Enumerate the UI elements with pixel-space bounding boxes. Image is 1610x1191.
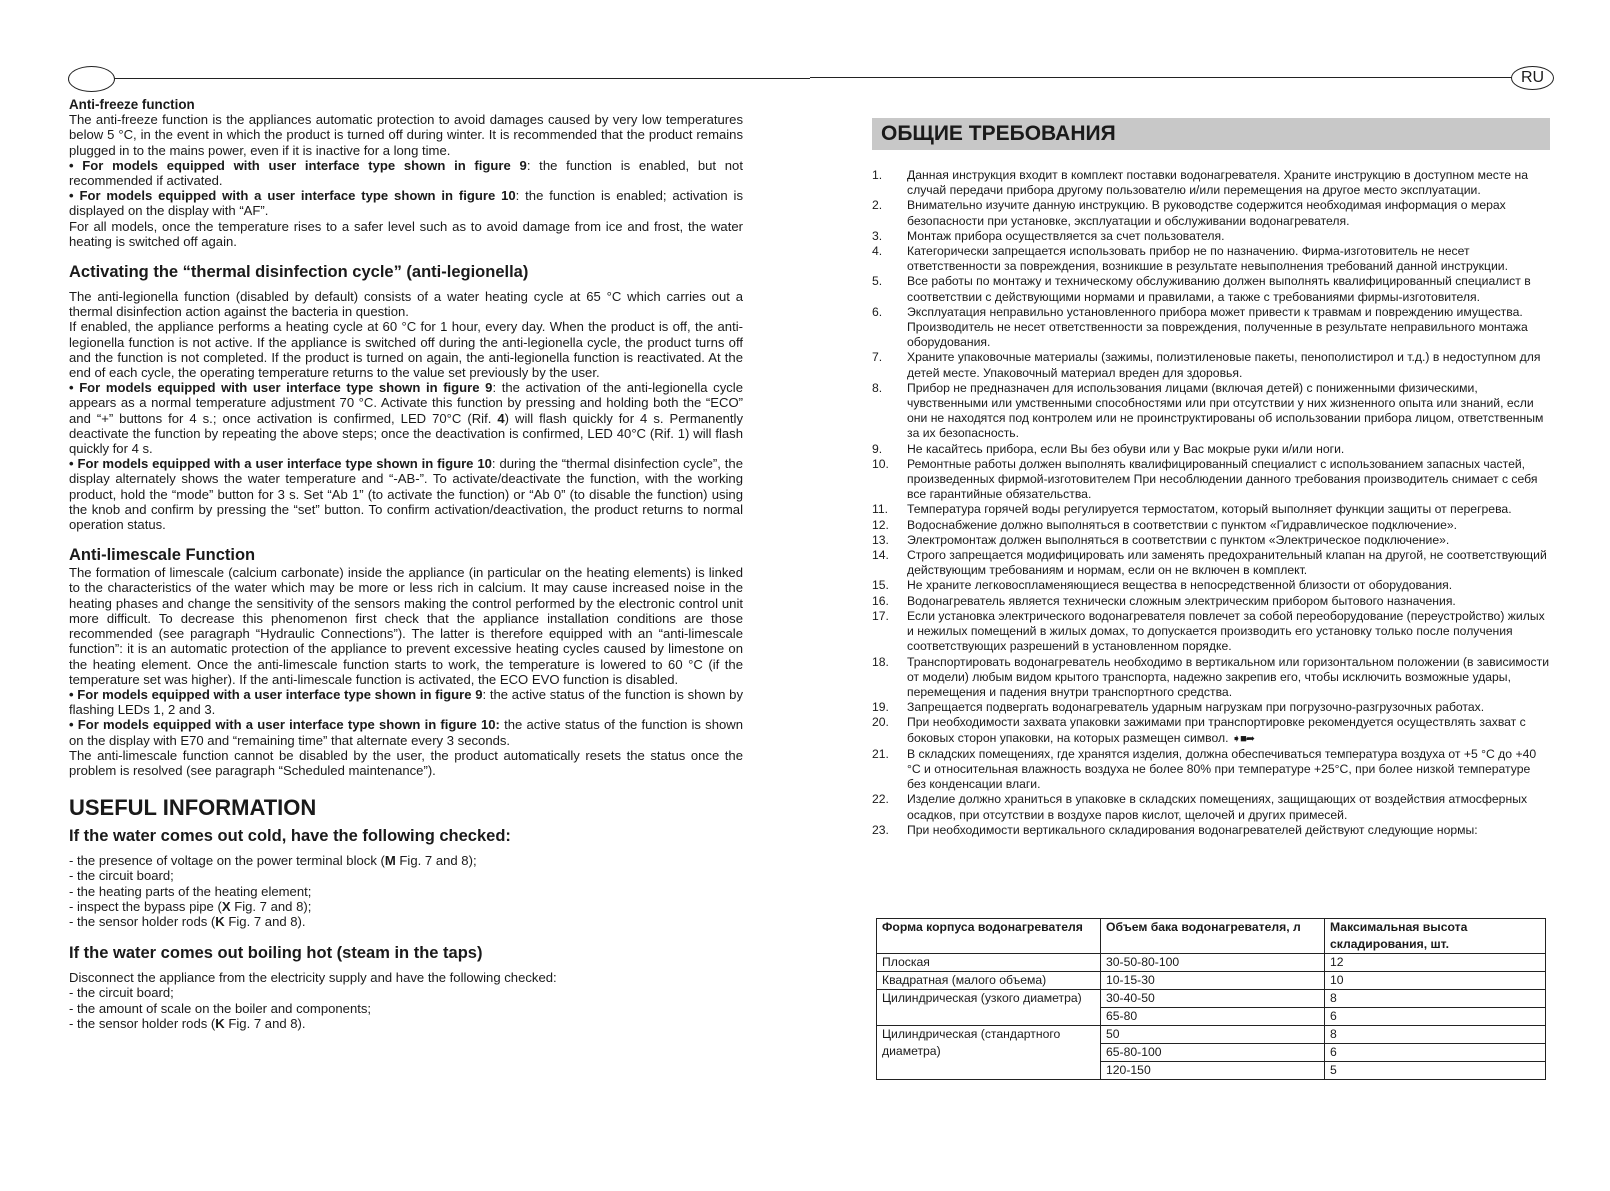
item-number: 13. [872, 532, 889, 547]
item-number: 9. [872, 441, 883, 456]
cell-volume: 65-80-100 [1101, 1044, 1325, 1062]
item-text: Внимательно изучите данную инструкцию. В руководстве содержится необходимая информация о мерах безопасности при установке, эксплуатации и обслуживании водонагревателя. [907, 198, 1506, 228]
item-number: 20. [872, 715, 889, 730]
legionella-paragraph-2: If enabled, the appliance performs a heating cycle at 60 °C for 1 hour, every day. When the product is off, the anti-legionella function is not active. If the appliance is switched off during the anti-legionella cycle, the product turns off and the function is not completed. If the product is turned on again, the anti-legionella function is reactivated. At the end of each cycle, the operating temperature returns to the value set previously by the user. [69, 319, 743, 381]
legionella-bullet-1-text-a: : the activation of the anti-legionella cycle appears as a normal temperature adjustment 70 °C. Activate this function by pressing and holding both the “ECO” and “+” buttons for 4 s.; once activation is confirmed, LED 70°C (Rif. [69, 380, 743, 426]
cell-volume: 65-80 [1101, 1008, 1325, 1026]
item-text: Храните упаковочные материалы (зажимы, полиэтиленовые пакеты, пенополистирол и т.д.) в недоступном для детей месте. Упаковочный материал вреден для здоровья. [907, 350, 1541, 380]
general-requirements-title: ОБЩИЕ ТРЕБОВАНИЯ [881, 122, 1116, 145]
list-item [872, 381, 1550, 442]
list-item [872, 442, 1550, 457]
limescale-bullet-1-lead: • For models equipped with a user interface type shown in figure 9 [69, 686, 483, 702]
limescale-bullet-2 [69, 717, 743, 747]
item-number: 10. [872, 456, 889, 471]
antifreeze-bullet-1-lead: • For models equipped with user interface type shown in figure 9 [69, 157, 527, 173]
list-item [872, 533, 1550, 548]
hot-check-3-a: - the sensor holder rods ( [69, 1015, 216, 1031]
item-number: 22. [872, 792, 889, 807]
legionella-bullet-2-lead: • For models equipped with a user interface type shown in figure 10 [69, 456, 492, 472]
list-item [872, 594, 1550, 609]
item-text: Монтаж прибора осуществляется за счет пользователя. [907, 228, 1225, 243]
list-item [872, 609, 1550, 655]
item-number: 2. [872, 198, 883, 213]
item-text: Изделие должно храниться в упаковке в складских помещениях, защищающих от воздействия атмосферных осадков, при отсутствии в воздухе паров кислот, щелочей и других примесей. [907, 792, 1528, 822]
legionella-bullet-1-lead: • For models equipped with user interface type shown in figure 9 [69, 380, 493, 396]
item-number: 5. [872, 274, 883, 289]
general-requirements-banner [872, 118, 1550, 150]
table-row [877, 990, 1546, 1008]
cold-check-4-c: Fig. 7 and 8); [230, 898, 312, 914]
limescale-title: Anti-limescale Function [69, 546, 256, 565]
list-item [872, 350, 1550, 380]
item-text: Не храните легковоспламеняющиеся вещества в непосредственной близости от оборудования. [907, 578, 1453, 593]
cell-height: 12 [1325, 954, 1546, 972]
header-rule-right [810, 77, 1513, 78]
item-number: 1. [872, 168, 883, 182]
limescale-paragraph-1: The formation of limescale (calcium carbonate) inside the appliance (in particular on the heating elements) is linked to the characteristics of the water which may be more or less rich in calcium. It may cause increased noise in the heating phases and change the sensitivity of the sensors making the control performed by the electronic control unit more difficult. To decrease this phenomenon first check that the appliance installation conditions are those recommended (see paragraph “Hydraulic Connections”). The latter is therefore equipped with an “anti-limescale function”: it is an automatic protection of the appliance to prevent excessive heating cycles caused by limestone on the heating element. Once the anti-limescale function starts to work, the temperature is lowered to 60 °C (if the temperature set was higher). If the anti-limescale function is activated, the ECO EVO function is disabled. [69, 565, 743, 687]
item-text: Запрещается подвергать водонагреватель ударным нагрузкам при погрузочно-разгрузочных работах. [907, 700, 1485, 715]
left-column [69, 97, 743, 1031]
item-number: 11. [872, 502, 889, 517]
item-text: Прибор не предназначен для использования лицами (включая детей) с пониженными физическими, чувственными или умственными способностями или при отсутствии у них жизненного опыта или знаний, если они не находятся под контролем или не проинструктированы об использовании прибора лицом, ответственным за их безопасность. [907, 380, 1544, 441]
header-height: Максимальная высота складирования, шт. [1325, 919, 1546, 954]
item-number: 3. [872, 228, 883, 243]
hot-check-1: - the circuit board; [69, 985, 174, 1001]
cell-shape: Цилиндрическая (стандартного диаметра) [877, 1026, 1101, 1080]
list-item [872, 198, 1550, 228]
legionella-bullet-1-text-b: ) will flash quickly for 4 s. Permanently deactivate the function by repeating the above steps; once the deactivation is confirmed, LED 40°C (Rif. 1) will flash quickly for 4 s. [69, 410, 743, 457]
cell-height: 5 [1325, 1062, 1546, 1080]
cell-volume: 30-50-80-100 [1101, 954, 1325, 972]
item-number: 7. [872, 350, 883, 365]
header-rule-left [113, 78, 810, 79]
item-number: 15. [872, 578, 889, 593]
hot-check-2: - the amount of scale on the boiler and components; [69, 1000, 372, 1016]
item-text: В складских помещениях, где хранятся изделия, должна обеспечиваться температура воздуха от +5 °С до +40 °С и относительная влажность воздуха не более 80% при температуре +25°С, при более низкой температуре без конденсации влаги. [907, 746, 1537, 792]
item-text: Водонагреватель является технически сложным электрическим прибором бытового назначения. [907, 593, 1456, 608]
item-text: Эксплуатация неправильно установленного прибора может привести к травмам и повреждению имущества. Производитель не несет ответственности за повреждения, полученные в результате неправильного монтажа оборудования. [907, 304, 1528, 350]
limescale-bullet-1-text: : the active status of the function is shown by flashing LEDs 1, 2 and 3. [69, 686, 743, 718]
list-item [872, 305, 1550, 351]
requirements-list [872, 168, 1550, 838]
table-header-row [877, 919, 1546, 954]
cell-height: 6 [1325, 1008, 1546, 1026]
cold-check-1 [69, 853, 743, 868]
cell-height: 10 [1325, 972, 1546, 990]
hot-intro: Disconnect the appliance from the electricity supply and have the following checked: [69, 970, 557, 986]
item-number: 17. [872, 608, 889, 623]
list-item [872, 715, 1550, 746]
item-text: Все работы по монтажу и техническому обслуживанию должен выполнять квалифицированный специалист в соответствии с действующими нормами и правилами, а также с требованиями фирмы-изготовителя. [907, 274, 1531, 304]
item-text: Категорически запрещается использовать прибор не по назначению. Фирма-изготовитель не несет ответственности за повреждения, возникшие в результате невыполнения требований данной инструкции. [907, 244, 1508, 274]
item-number: 12. [872, 517, 889, 532]
list-item [872, 747, 1550, 793]
hot-check-3 [69, 1016, 743, 1031]
cold-check-5-ref: K [215, 913, 225, 929]
list-item [872, 655, 1550, 701]
list-item [872, 244, 1550, 274]
header-shape: Форма корпуса водонагревателя [877, 919, 1101, 954]
cold-check-2: - the circuit board; [69, 868, 174, 884]
hot-water-title: If the water comes out boiling hot (steam in the taps) [69, 944, 483, 963]
legionella-bullet-2-text: : during the “thermal disinfection cycle”, the display alternately shows the water temperature and “-AB-”. To activate/deactivate the function, with the working product, hold the “mode” button for 3 s. Set “Ab 1” (to activate the function) or “Ab 0” (to disable the function) using the knob and confirm by pressing the “set” button. To confirm activation/deactivation, the product returns to normal operation status. [69, 456, 743, 533]
table-row [877, 972, 1546, 990]
antifreeze-paragraph-2: For all models, once the temperature rises to a safer level such as to avoid damage from ice and frost, the water heating is switched off again. [69, 218, 743, 249]
cell-shape: Квадратная (малого объема) [877, 972, 1101, 990]
left-page-oval [68, 66, 115, 92]
cell-height: 8 [1325, 1026, 1546, 1044]
hot-check-3-c: Fig. 7 and 8). [224, 1015, 306, 1031]
legionella-paragraph-1: The anti-legionella function (disabled by default) consists of a water heating cycle at 65 °C which carries out a thermal disinfection action against the bacteria in question. [69, 289, 743, 320]
cell-volume: 120-150 [1101, 1062, 1325, 1080]
legionella-bullet-2 [69, 456, 743, 532]
cell-height: 6 [1325, 1044, 1546, 1062]
antifreeze-bullet-2-text: : the function is enabled; activation is displayed on the display with “AF”. [69, 188, 743, 219]
list-item [872, 792, 1550, 822]
list-item [872, 502, 1550, 517]
item-text: Ремонтные работы должен выполнять квалифицированный специалист с использованием запасных частей, произведенных фирмой-изготовителем При несоблюдении данного требования производитель снимает с себя все гарантийные обязательства. [907, 456, 1538, 502]
list-item [872, 274, 1550, 304]
cold-check-1-ref: M [384, 853, 396, 869]
item-text-body: При необходимости захвата упаковки зажимами при транспортировке рекомендуется осуществлять захват с боковых сторон упаковки, на которых размещен символ. [907, 715, 1526, 745]
header-volume: Объем бака водонагревателя, л [1101, 919, 1325, 954]
item-text: При необходимости вертикального складирования водонагревателей действуют следующие нормы: [907, 822, 1478, 837]
item-text [907, 715, 1550, 746]
cold-check-1-c: Fig. 7 and 8); [395, 853, 477, 869]
legionella-bullet-1 [69, 380, 743, 456]
list-item [872, 548, 1550, 578]
list-item [872, 823, 1550, 838]
antifreeze-bullet-1 [69, 158, 743, 188]
cold-check-4-ref: X [221, 898, 231, 914]
language-badge-label: RU [1520, 69, 1545, 86]
item-text: Если установка электрического водонагревателя повлечет за собой переоборудование (переустройство) жилых и нежилых помещений в жилых домах, то допускается производить его установку только после получения соответствующих разрешений в установленном порядке. [907, 608, 1545, 654]
list-item [872, 578, 1550, 593]
item-text: Транспортировать водонагреватель необходимо в вертикальном или горизонтальном положении (в зависимости от модели) любым видом крытого транспорта, надежно закрепив его, чтобы исключить возможные удары, перемещения и падения внутри транспортного средства. [907, 654, 1550, 699]
cold-check-5-a: - the sensor holder rods ( [69, 913, 216, 929]
cold-water-title: If the water comes out cold, have the following checked: [69, 827, 511, 846]
cold-check-5 [69, 914, 743, 929]
antifreeze-bullet-1-text: : the function is enabled, but not recommended if activated. [69, 157, 743, 189]
item-number: 6. [872, 304, 883, 319]
cold-check-1-a: - the presence of voltage on the power terminal block ( [69, 853, 385, 869]
list-item [872, 457, 1550, 503]
item-text: Строго запрещается модифицировать или заменять предохранительный клапан на другой, не соответствующий действующим требованиям и нормам, если он не включен в комплект. [907, 548, 1547, 578]
list-item [872, 518, 1550, 533]
table-row [877, 954, 1546, 972]
list-item [872, 229, 1550, 244]
antifreeze-paragraph-1: The anti-freeze function is the appliances automatic protection to avoid damages caused by very low temperatures below 5 °C, in the event in which the product is turned off during winter. It is recommended that the product remains plugged in to the mains power, even if it is inactive for a long time. [69, 112, 743, 158]
language-badge [1511, 66, 1554, 90]
antifreeze-bullet-2 [69, 188, 743, 218]
item-number: 23. [872, 822, 889, 837]
limescale-bullet-2-text: the active status of the function is shown on the display with E70 and “remaining time” that alternate every 3 seconds. [69, 717, 744, 748]
cell-volume: 50 [1101, 1026, 1325, 1044]
cell-volume: 30-40-50 [1101, 990, 1325, 1008]
list-item [872, 168, 1550, 198]
table-row [877, 1026, 1546, 1044]
item-text: Данная инструкция входит в комплект поставки водонагревателя. Храните инструкцию в доступном месте на случай передачи прибора другому пользователю и/или перемещения на другое место эксплуатации. [907, 168, 1528, 198]
right-column [872, 118, 1550, 838]
item-number: 16. [872, 593, 889, 608]
cold-check-5-c: Fig. 7 and 8). [224, 913, 306, 929]
storage-table [876, 918, 1546, 1080]
cell-shape: Цилиндрическая (узкого диаметра) [877, 990, 1101, 1026]
clamp-symbol-icon: ➧■➦ [1231, 732, 1254, 745]
limescale-paragraph-2: The anti-limescale function cannot be disabled by the user, the product automatically resets the status once the problem is resolved (see paragraph “Scheduled maintenance”). [69, 747, 743, 778]
cell-height: 8 [1325, 990, 1546, 1008]
item-text: Электромонтаж должен выполняться в соответствии с пунктом «Электрическое подключение». [907, 532, 1450, 547]
cold-check-4-a: - inspect the bypass pipe ( [69, 898, 222, 914]
item-number: 19. [872, 700, 889, 715]
legionella-title: Activating the “thermal disinfection cycle” (anti-legionella) [69, 263, 529, 282]
item-number: 14. [872, 548, 889, 563]
cell-shape: Плоская [877, 954, 1101, 972]
item-number: 21. [872, 746, 889, 761]
antifreeze-title: Anti-freeze function [69, 97, 195, 112]
limescale-bullet-2-lead: • For models equipped with a user interface type shown in figure 10: [69, 717, 500, 733]
limescale-bullet-1 [69, 687, 743, 717]
item-text: Температура горячей воды регулируется термостатом, который выполняет функции защиты от перегрева. [907, 502, 1512, 517]
item-number: 18. [872, 654, 889, 669]
antifreeze-bullet-2-lead: • For models equipped with a user interface type shown in figure 10 [69, 188, 516, 204]
hot-check-3-ref: K [215, 1015, 225, 1031]
cell-volume: 10-15-30 [1101, 972, 1325, 990]
item-number: 8. [872, 380, 883, 395]
item-text: Водоснабжение должно выполняться в соответствии с пунктом «Гидравлическое подключение». [907, 517, 1458, 532]
item-text: Не касайтесь прибора, если Вы без обуви или у Вас мокрые руки и/или ноги. [907, 441, 1345, 456]
list-item [872, 700, 1550, 715]
cold-check-4 [69, 899, 743, 914]
legionella-bullet-1-ref: 4 [497, 410, 505, 426]
cold-check-3: - the heating parts of the heating element; [69, 883, 312, 899]
item-number: 4. [872, 244, 883, 259]
useful-info-title: USEFUL INFORMATION [69, 795, 317, 821]
